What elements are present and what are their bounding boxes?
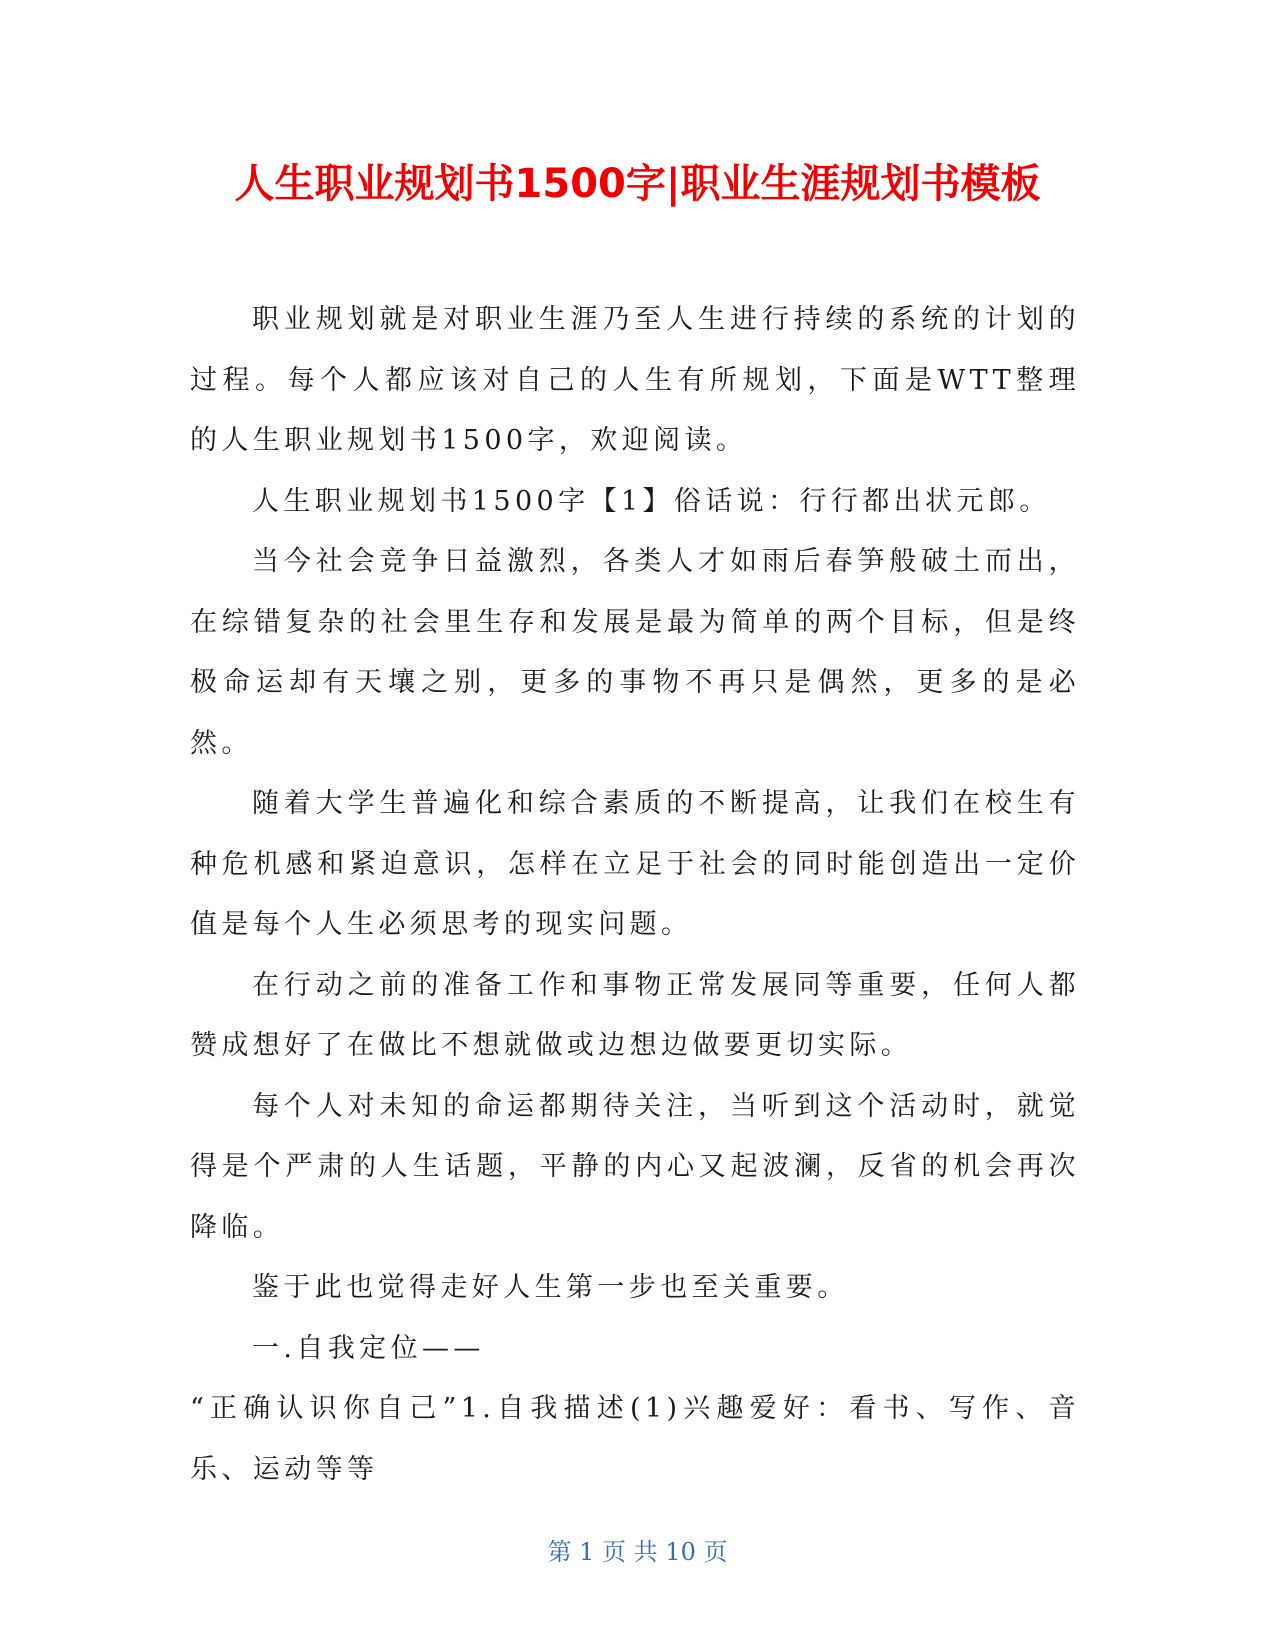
document-body xyxy=(190,290,1080,1500)
paragraph-competition: 当今社会竞争日益激烈，各类人才如雨后春笋般破土而出，在综错复杂的社会里生存和发展是最为简单的两个目标，但是终极命运却有天壤之别，更多的事物不再只是偶然，更多的是必然。 xyxy=(190,546,1080,759)
paragraph-reflection: 每个人对未知的命运都期待关注，当听到这个活动时，就觉得是个严肃的人生话题，平静的内心又起波澜，反省的机会再次降临。 xyxy=(190,1090,1080,1243)
paragraph-intro: 职业规划就是对职业生涯乃至人生进行持续的系统的计划的过程。每个人都应该对自己的人生有所规划，下面是WTT整理的人生职业规划书1500字，欢迎阅读。 xyxy=(190,304,1080,456)
document-title: 人生职业规划书1500字|职业生涯规划书模板 xyxy=(234,161,1041,207)
paragraph-section-heading: 人生职业规划书1500字【1】俗话说：行行都出状元郎。 xyxy=(252,485,1051,517)
paragraph-first-step: 鉴于此也觉得走好人生第一步也至关重要。 xyxy=(252,1272,849,1303)
paragraph-self-description: “正确认识你自己”1.自我描述(1)兴趣爱好：看书、写作、音乐、运动等等 xyxy=(190,1393,1080,1485)
page-number-footer: 第 1 页 共 10 页 xyxy=(547,1538,728,1566)
paragraph-awareness: 随着大学生普遍化和综合素质的不断提高，让我们在校生有种危机感和紧迫意识，怎样在立足于社会的同时能创造出一定价值是每个人生必须思考的现实问题。 xyxy=(190,788,1080,940)
paragraph-preparation: 在行动之前的准备工作和事物正常发展同等重要，任何人都赞成想好了在做比不想就做或边想边做要更切实际。 xyxy=(190,969,1080,1061)
paragraph-self-positioning: 一.自我定位—— xyxy=(252,1332,485,1364)
